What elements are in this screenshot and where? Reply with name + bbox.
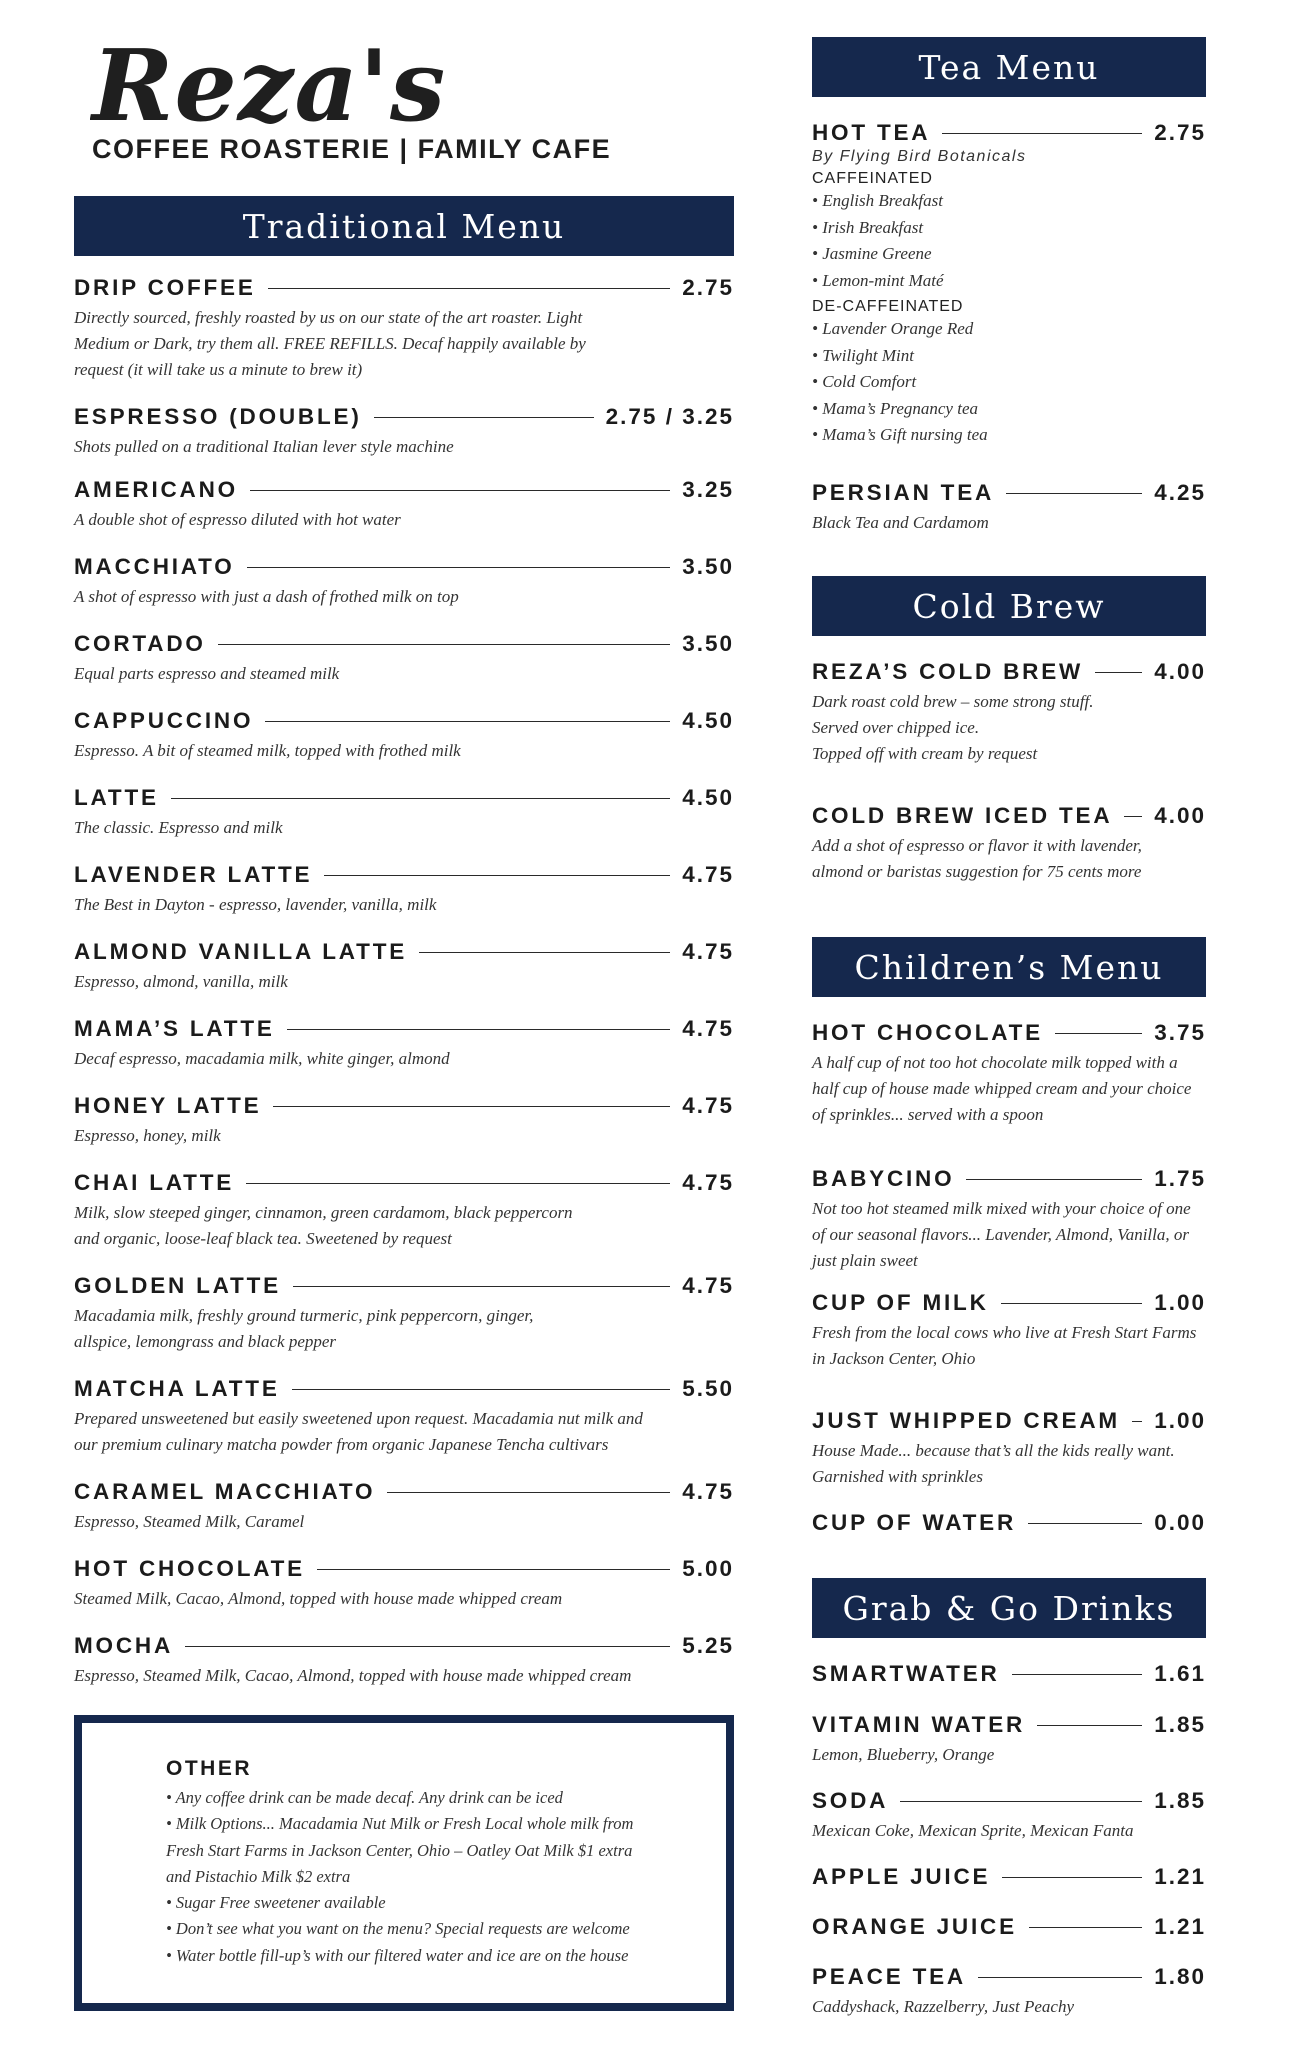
item-name: ESPRESSO (DOUBLE) [74,404,362,429]
tea-option: • English Breakfast [812,191,943,210]
cold-brew-section [812,576,1206,636]
other-note: • Milk Options... Macadamia Nut Milk or Fresh Local whole milk from Fresh Start Farms in Jackson Center, Ohio – Oatley Oat Milk $1 extra and Pistachio Milk $2 extra [166,1814,634,1886]
item-price: 4.25 [1154,480,1206,505]
leader-line [387,1492,670,1493]
leader-line [268,288,671,289]
item-price: 1.80 [1154,1964,1206,1989]
item-description: Espresso, almond, vanilla, milk [74,972,288,991]
item-name: CUP OF WATER [812,1510,1017,1535]
menu-item [74,1477,734,1535]
item-description: Mexican Coke, Mexican Sprite, Mexican Fanta [812,1821,1134,1840]
menu-item [812,1018,1206,1128]
item-price: 4.75 [682,1093,734,1118]
item-price: 4.75 [682,1273,734,1298]
item-price: 4.75 [682,1016,734,1041]
item-price: 1.21 [1154,1914,1206,1939]
tea-menu-banner: Tea Menu [812,37,1206,97]
leader-line [419,952,670,953]
leader-line [250,490,670,491]
menu-item [74,1631,734,1689]
leader-line [185,1646,670,1647]
item-description: Add a shot of espresso or flavor it with lavender, almond or baristas suggestion for 75 cents more [812,836,1142,881]
item-description: Black Tea and Cardamom [812,513,989,532]
item-description: Decaf espresso, macadamia milk, white ginger, almond [74,1049,450,1068]
menu-item [74,937,734,995]
item-description: Espresso, Steamed Milk, Cacao, Almond, topped with house made whipped cream [74,1666,632,1685]
item-description: Espresso, Steamed Milk, Caramel [74,1512,305,1531]
tea-option: • Mama’s Gift nursing tea [812,425,988,444]
menu-item [74,706,734,764]
leader-line [1055,1033,1142,1034]
item-name: MOCHA [74,1633,173,1658]
menu-item [812,1786,1206,1844]
brand-logo-text: Reza's [92,29,447,138]
item-price: 3.75 [1154,1020,1206,1045]
menu-item [812,1288,1206,1372]
item-name: CORTADO [74,631,206,656]
caffeinated-label: CAFFEINATED [812,170,933,187]
item-description: Caddyshack, Razzelberry, Just Peachy [812,1997,1075,2016]
leader-line [1029,1927,1142,1928]
grab-go-banner: Grab & Go Drinks [812,1578,1206,1638]
leader-line [900,1801,1142,1802]
leader-line [273,1106,670,1107]
item-price: 1.00 [1154,1408,1206,1433]
item-description: A double shot of espresso diluted with hot water [74,510,401,529]
item-name: BABYCINO [812,1166,955,1191]
leader-line [292,1389,671,1390]
item-description: The classic. Espresso and milk [74,818,283,837]
traditional-menu-list [74,273,734,1693]
other-note: • Sugar Free sweetener available [166,1893,386,1913]
item-description: Macadamia milk, freshly ground turmeric, pink peppercorn, ginger, allspice, lemongrass and black pepper [74,1306,534,1351]
traditional-menu-section [74,196,734,256]
item-description: Prepared unsweetened but easily sweetened upon request. Macadamia nut milk and our premium culinary matcha powder from organic Japanese Tencha cultivars [74,1409,643,1454]
item-name: HOT CHOCOLATE [74,1556,305,1581]
menu-item [74,1554,734,1612]
brand-subtitle: COFFEE ROASTERIE | FAMILY CAFE [92,134,612,164]
item-price: 1.21 [1154,1864,1206,1889]
menu-item [74,860,734,918]
item-name: CUP OF MILK [812,1290,989,1315]
item-price: 1.85 [1154,1788,1206,1813]
item-name: GOLDEN LATTE [74,1273,281,1298]
item-price: 3.25 [682,477,734,502]
item-price: 5.25 [682,1633,734,1658]
item-price: 1.61 [1154,1661,1206,1686]
leader-line [978,1977,1142,1978]
item-name: LATTE [74,785,159,810]
item-name: SODA [812,1788,889,1813]
leader-line [374,417,594,418]
leader-line [942,133,1142,134]
leader-line [293,1286,670,1287]
item-price: 4.00 [1154,659,1206,684]
leader-line [966,1179,1142,1180]
menu-item [74,402,734,460]
menu-item [74,273,734,383]
tea-option: • Twilight Mint [812,345,914,365]
menu-item-hot-tea [812,118,1206,449]
item-name: JUST WHIPPED CREAM [812,1408,1120,1433]
leader-line [1095,672,1142,673]
item-description: Equal parts espresso and steamed milk [74,664,340,683]
item-description: House Made... because that’s all the kids really want. Garnished with sprinkles [812,1441,1175,1486]
item-name: VITAMIN WATER [812,1712,1026,1737]
menu-item [74,629,734,687]
item-name: MATCHA LATTE [74,1376,280,1401]
item-price: 2.75 [1154,120,1206,145]
item-description: A half cup of not too hot chocolate milk topped with a half cup of house made whipped cream and your choice of sprinkles... served with a spoon [812,1053,1192,1124]
leader-line [317,1569,670,1570]
item-name: MAMA’S LATTE [74,1016,275,1041]
leader-line [171,798,670,799]
menu-item [74,552,734,610]
leader-line [324,875,670,876]
item-price: 1.85 [1154,1712,1206,1737]
menu-item [812,1508,1206,1538]
menu-item [812,1710,1206,1768]
item-price: 1.75 [1154,1166,1206,1191]
menu-item [812,1164,1206,1274]
item-name: PEACE TEA [812,1964,966,1989]
leader-line [246,1183,670,1184]
brand-logo [90,28,610,138]
item-name: COLD BREW ICED TEA [812,803,1113,828]
item-name: HONEY LATTE [74,1093,262,1118]
caffeinated-tea-list [812,188,1206,294]
item-description: Fresh from the local cows who live at Fresh Start Farms in Jackson Center, Ohio [812,1323,1197,1368]
childrens-menu-section [812,937,1206,997]
item-price: 4.75 [682,939,734,964]
item-description: Espresso. A bit of steamed milk, topped with frothed milk [74,741,461,760]
item-name: APPLE JUICE [812,1864,991,1889]
cold-brew-list [812,657,1206,887]
menu-item [812,1962,1206,2020]
item-name: ALMOND VANILLA LATTE [74,939,408,964]
item-price: 3.50 [682,631,734,656]
item-description: Steamed Milk, Cacao, Almond, topped with house made whipped cream [74,1589,563,1608]
item-price: 4.50 [682,785,734,810]
other-note: • Any coffee drink can be made decaf. Any drink can be iced [166,1788,563,1807]
leader-line [218,644,671,645]
item-price: 4.50 [682,708,734,733]
item-price: 5.00 [682,1556,734,1581]
item-description: Shots pulled on a traditional Italian lever style machine [74,437,454,456]
menu-item-persian-tea [812,478,1206,536]
item-description: Not too hot steamed milk mixed with your choice of one of our seasonal flavors... Lavender, Almond, Vanilla, or just plain sweet [812,1199,1191,1270]
item-name: CARAMEL MACCHIATO [74,1479,376,1504]
menu-item [74,1014,734,1072]
leader-line [287,1029,671,1030]
leader-line [1006,493,1142,494]
item-name: PERSIAN TEA [812,480,995,505]
item-name: HOT CHOCOLATE [812,1020,1043,1045]
tea-option: • Lemon-mint Maté [812,270,944,290]
item-price: 1.00 [1154,1290,1206,1315]
item-name: AMERICANO [74,477,238,502]
item-name: DRIP COFFEE [74,275,256,300]
item-name: REZA’S COLD BREW [812,659,1084,684]
item-price: 4.00 [1154,803,1206,828]
item-description: A shot of espresso with just a dash of frothed milk on top [74,587,459,606]
item-name: CHAI LATTE [74,1170,235,1195]
item-description: The Best in Dayton - espresso, lavender, vanilla, milk [74,895,437,914]
item-price: 4.75 [682,862,734,887]
decaf-tea-list [812,316,1206,449]
tea-option: • Jasmine Greene [812,244,932,263]
cold-brew-banner: Cold Brew [812,576,1206,636]
leader-line [1001,1303,1143,1304]
menu-item [74,1091,734,1149]
tea-option: • Irish Breakfast [812,217,924,237]
menu-item [812,1406,1206,1490]
item-price: 3.50 [682,554,734,579]
grab-go-section [812,1578,1206,1638]
item-price: 2.75 [682,275,734,300]
item-name: CAPPUCCINO [74,708,254,733]
item-name: SMARTWATER [812,1661,1000,1686]
childrens-menu-list [812,1018,1206,1538]
other-note: • Don’t see what you want on the menu? Special requests are welcome [166,1919,630,1939]
item-description: Directly sourced, freshly roasted by us on our state of the art roaster. Light Medium or Dark, try them all. FREE REFILLS. Decaf happily available by request (it will take us a minute to brew it) [74,308,586,379]
leader-line [1028,1523,1142,1524]
traditional-menu-banner: Traditional Menu [74,196,734,256]
childrens-menu-banner: Children’s Menu [812,937,1206,997]
leader-line [1012,1674,1143,1675]
item-name: MACCHIATO [74,554,235,579]
other-note: • Water bottle fill-up’s with our filtered water and ice are on the house [166,1945,629,1965]
item-name: HOT TEA [812,120,931,145]
leader-line [247,567,671,568]
item-price: 4.75 [682,1479,734,1504]
leader-line [1002,1877,1142,1878]
tea-option: • Cold Comfort [812,372,917,391]
grab-go-list [812,1659,1206,2039]
item-description: Espresso, honey, milk [74,1126,221,1145]
other-notes-list [166,1785,686,1969]
menu-item [812,657,1206,767]
menu-item [74,1374,734,1458]
item-description: Dark roast cold brew – some strong stuff. Served over chipped ice. Topped off with cream by request [812,692,1094,763]
menu-item [812,801,1206,885]
other-notes-box [74,1715,734,2011]
tea-option: • Mama’s Pregnancy tea [812,398,978,418]
item-price: 0.00 [1154,1510,1206,1535]
menu-item [74,1168,734,1252]
tea-option: • Lavender Orange Red [812,319,974,338]
menu-item [74,475,734,533]
menu-item [812,1912,1206,1942]
tea-menu-list [812,118,1206,538]
item-description: Lemon, Blueberry, Orange [812,1745,995,1764]
item-name: ORANGE JUICE [812,1914,1017,1939]
item-price: 2.75 / 3.25 [605,404,734,429]
item-description: Milk, slow steeped ginger, cinnamon, green cardamom, black peppercorn and organic, loose-leaf black tea. Sweetened by request [74,1203,573,1248]
menu-item [74,1271,734,1355]
tea-byline: By Flying Bird Botanicals [812,148,1027,165]
leader-line [265,721,670,722]
leader-line [1037,1725,1142,1726]
item-price: 4.75 [682,1170,734,1195]
tea-menu-section [812,37,1206,97]
menu-item [812,1862,1206,1892]
menu-item [74,783,734,841]
leader-line [1124,816,1142,817]
item-name: LAVENDER LATTE [74,862,313,887]
menu-item [812,1659,1206,1689]
other-title: OTHER [166,1757,252,1780]
decaf-label: DE-CAFFEINATED [812,298,964,315]
leader-line [1132,1421,1142,1422]
item-price: 5.50 [682,1376,734,1401]
